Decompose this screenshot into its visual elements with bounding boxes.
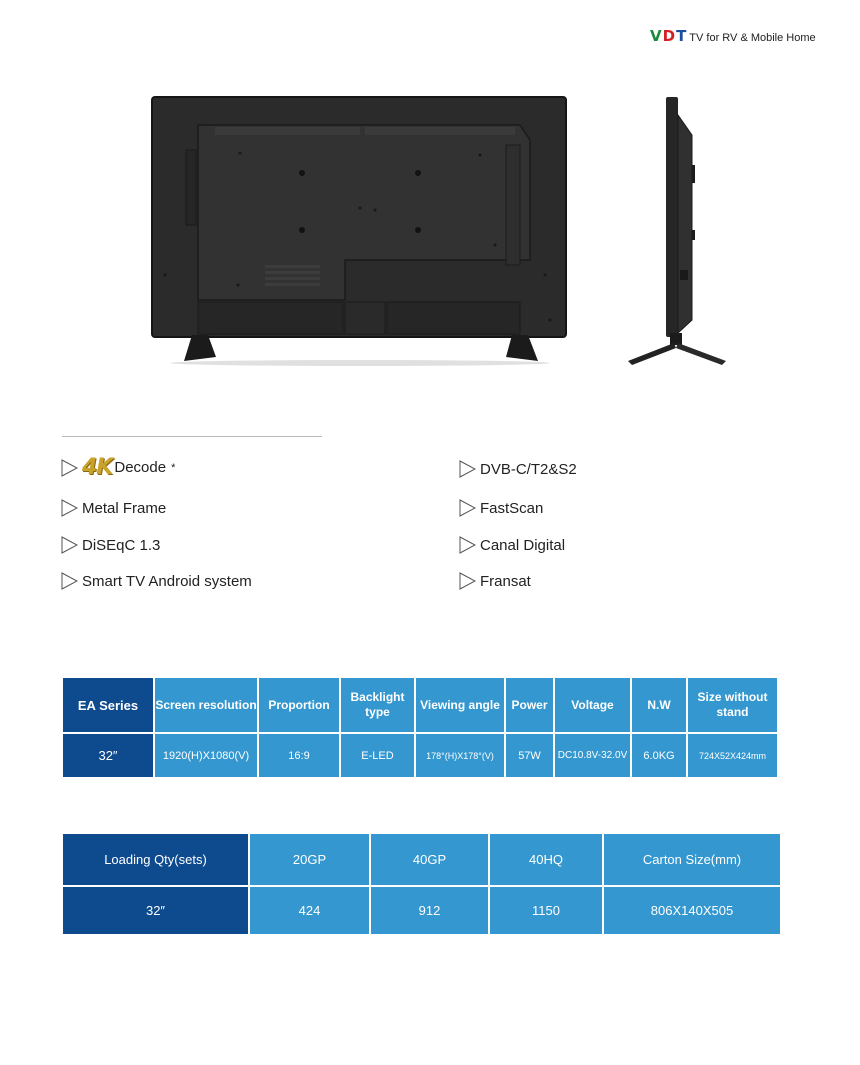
header-cell: Viewing angle	[415, 677, 505, 733]
header-cell: 20GP	[249, 833, 370, 886]
value-cell: E-LED	[340, 733, 415, 778]
feature-metal-frame	[61, 499, 166, 517]
4k-badge: 4K	[82, 455, 113, 480]
triangle-bullet-icon	[459, 536, 476, 554]
feature-fransat	[459, 572, 531, 590]
tv-back-view-image	[150, 95, 570, 370]
value-cell: 6.0KG	[631, 733, 687, 778]
header-cell: N.W	[631, 677, 687, 733]
value-cell: 32″	[62, 886, 249, 935]
value-cell: 32″	[62, 733, 154, 778]
feature-label: Canal Digital	[480, 536, 566, 554]
value-cell: DC10.8V-32.0V	[554, 733, 631, 778]
header-cell: Size without stand	[687, 677, 778, 733]
value-cell: 724X52X424mm	[687, 733, 778, 778]
logo-letter-t: T	[676, 27, 688, 45]
brand-header	[650, 27, 816, 45]
triangle-bullet-icon	[61, 572, 78, 590]
spec-value-row	[62, 733, 778, 778]
logo-letter-d: D	[662, 27, 677, 45]
spec-table	[61, 676, 779, 779]
triangle-bullet-icon	[459, 499, 476, 517]
triangle-bullet-icon	[459, 460, 476, 478]
header-cell: Backlight type	[340, 677, 415, 733]
value-cell: 178°(H)X178°(V)	[415, 733, 505, 778]
header-cell: 40GP	[370, 833, 489, 886]
loading-header-row	[62, 833, 781, 886]
feature-label: FastScan	[480, 499, 544, 517]
feature-label: Decode	[114, 459, 167, 476]
feature-note: *	[171, 461, 176, 474]
value-cell: 57W	[505, 733, 554, 778]
feature-4k-decode	[61, 455, 175, 480]
header-cell: Proportion	[258, 677, 340, 733]
loading-table	[61, 832, 782, 936]
loading-value-row	[62, 886, 781, 935]
value-cell: 16:9	[258, 733, 340, 778]
feature-label: DiSEqC 1.3	[82, 536, 161, 554]
header-cell: Voltage	[554, 677, 631, 733]
triangle-bullet-icon	[61, 536, 78, 554]
value-cell: 806X140X505	[603, 886, 781, 935]
logo-letter-v: V	[650, 27, 663, 45]
feature-label: Fransat	[480, 572, 531, 590]
feature-dvb	[459, 460, 577, 478]
header-cell: 40HQ	[489, 833, 603, 886]
triangle-bullet-icon	[459, 572, 476, 590]
value-cell: 1920(H)X1080(V)	[154, 733, 258, 778]
feature-label: Smart TV Android system	[82, 572, 252, 590]
feature-label: Metal Frame	[82, 499, 167, 517]
brand-logo	[650, 27, 687, 45]
section-divider	[62, 436, 322, 437]
value-cell: 1150	[489, 886, 603, 935]
value-cell: 424	[249, 886, 370, 935]
feature-smart-tv	[61, 572, 252, 590]
triangle-bullet-icon	[61, 499, 78, 517]
feature-fastscan	[459, 499, 543, 517]
feature-label: DVB-C/T2&S2	[480, 460, 577, 478]
spec-header-row	[62, 677, 778, 733]
header-cell: Loading Qty(sets)	[62, 833, 249, 886]
header-cell: Carton Size(mm)	[603, 833, 781, 886]
header-cell: Screen resolution	[154, 677, 258, 733]
triangle-bullet-icon	[61, 459, 78, 477]
tv-side-view-image	[626, 95, 731, 370]
header-cell: EA Series	[62, 677, 154, 733]
header-cell: Power	[505, 677, 554, 733]
feature-canal-digital	[459, 536, 565, 554]
brand-tagline: TV for RV & Mobile Home	[689, 32, 816, 44]
feature-diseqc	[61, 536, 160, 554]
value-cell: 912	[370, 886, 489, 935]
